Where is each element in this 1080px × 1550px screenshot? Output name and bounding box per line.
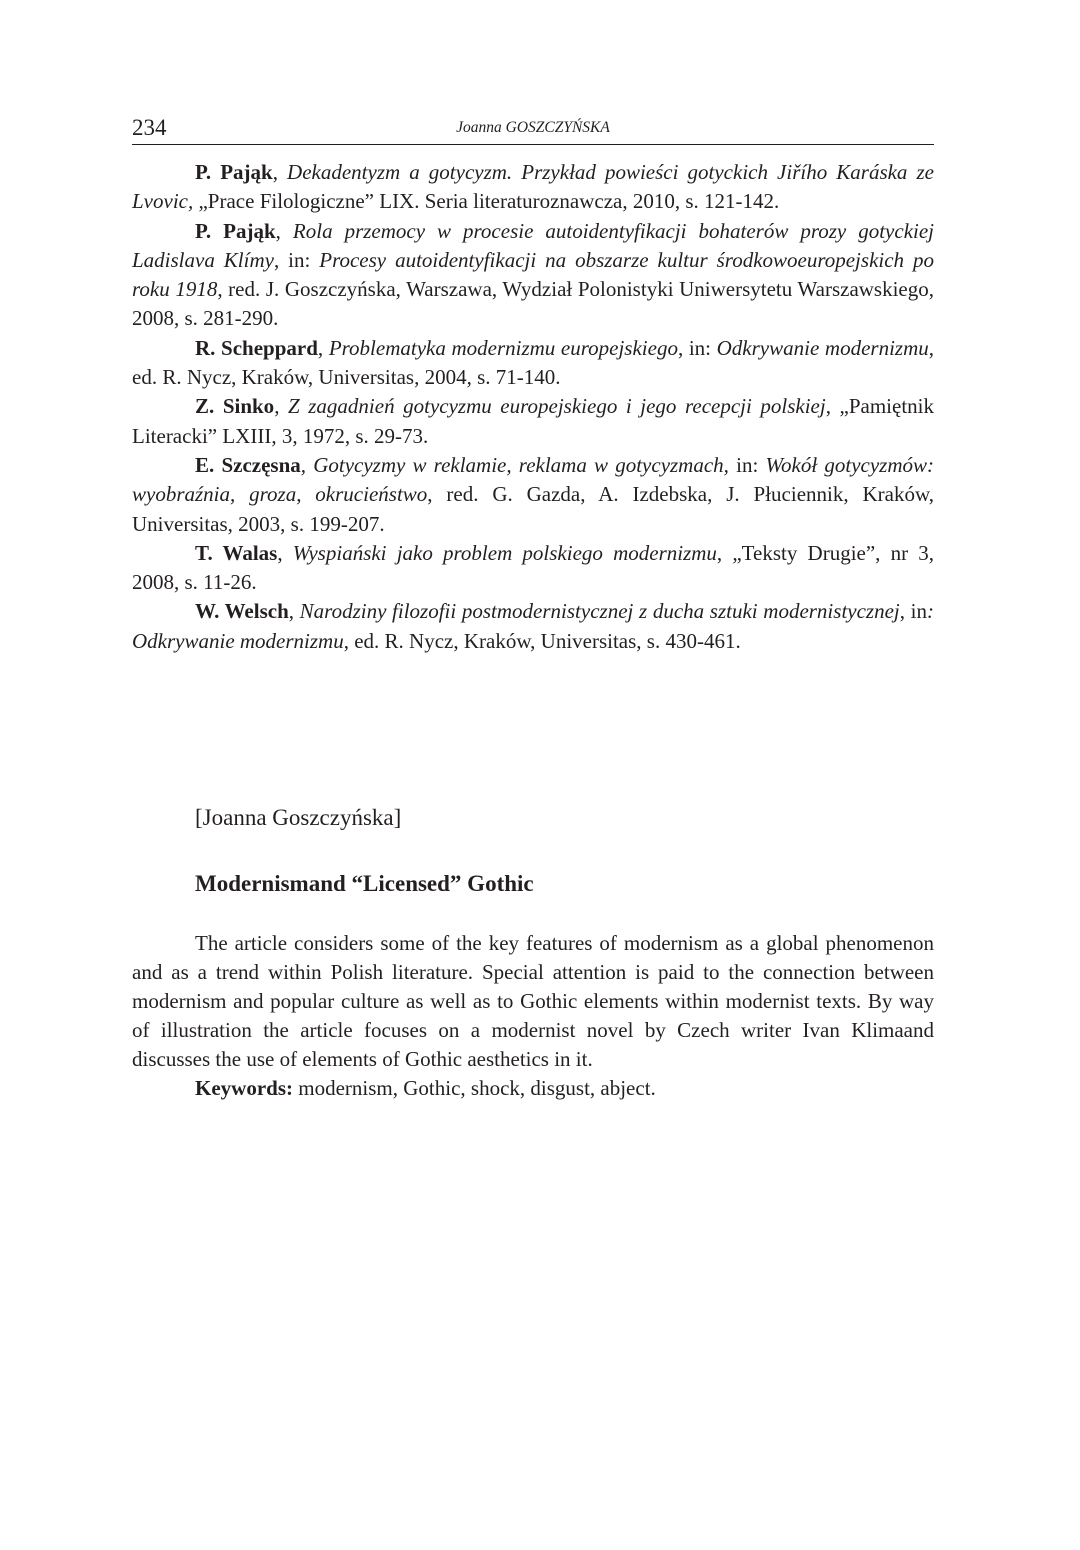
entry-title: Wokół gotycyzmów: wyobraźnia, groza, okrucieństwo: [132, 452, 935, 507]
entry-text: , red. G. Gazda, A. Izdebska, J. Płuciennik, Kraków, Universitas, 2003, s. 199-207.: [132, 482, 934, 536]
entry-title: : Odkrywanie modernizmu: [132, 599, 934, 653]
abstract-section: [132, 929, 934, 1103]
bibliography-entry: [132, 334, 934, 393]
entry-text: ,: [277, 540, 293, 565]
bibliography-entry: [132, 597, 934, 656]
bibliography-entry: [132, 158, 934, 217]
entry-text: ,: [317, 335, 329, 360]
entry-text: , ed. R. Nycz, Kraków, Universitas, 2004, s. 71-140.: [132, 335, 934, 390]
entry-text: , ed. R. Nycz, Kraków, Universitas, s. 430-461.: [343, 628, 741, 653]
entry-text: , in:: [677, 335, 717, 360]
entry-text: , in:: [273, 247, 320, 272]
entry-text: , „Teksty Drugie”, nr 3, 2008, s. 11-26.: [132, 540, 935, 595]
entry-text: ,: [274, 394, 288, 419]
entry-text: ,: [288, 599, 300, 624]
entry-title: Problematyka modernizmu europejskiego: [328, 335, 678, 360]
entry-title: Rola przemocy w procesie autoidentyfikacji bohaterów prozy gotyckiej Ladislava Klímy: [132, 218, 935, 272]
entry-text: in:: [728, 452, 766, 477]
entry-title: Procesy autoidentyfikacji na obszarze kultur środkowoeuropejskich po roku 1918: [132, 247, 934, 302]
entry-text: , „Pamiętnik Literacki” LXIII, 3, 1972, s. 29-73.: [132, 394, 935, 448]
running-head-author: Joanna GOSZCZYŃSKA: [456, 119, 610, 136]
entry-author: Z. Sinko: [195, 394, 275, 419]
abstract-title: Modernismand “Licensed” Gothic: [195, 871, 534, 896]
entry-title: Z zagadnień gotycyzmu europejskiego i jego recepcji polskiej: [288, 394, 826, 419]
keywords-label: Keywords:: [195, 1076, 293, 1100]
entry-text: ,: [275, 218, 293, 243]
running-header: [132, 114, 934, 145]
entry-text: , red. J. Goszczyńska, Warszawa, Wydział Polonistyki Uniwersytetu Warszawskiego, 2008, s. 281-290.: [132, 277, 935, 331]
entry-author: R. Scheppard: [195, 335, 318, 360]
keywords-list: modernism, Gothic, shock, disgust, abject.: [293, 1076, 656, 1100]
entry-text: „Prace Filologiczne” LIX. Seria literaturoznawcza, 2010, s. 121-142.: [193, 189, 780, 214]
entry-title: Wyspiański jako problem polskiego modernizmu: [292, 540, 717, 565]
entry-author: T. Walas: [195, 540, 278, 565]
entry-author: E. Szczęsna: [195, 452, 301, 477]
page-number: 234: [132, 115, 167, 140]
abstract-author: [Joanna Goszczyńska]: [195, 805, 402, 830]
keywords-line: [132, 1074, 934, 1103]
entry-title: Narodziny filozofii postmodernistycznej z ducha sztuki modernistycznej: [299, 599, 900, 624]
abstract-body: The article considers some of the key features of modernism as a global phenomenon and as a trend within Polish literature. Special attention is paid to the connection between modernism and popular culture as well as to Gothic elements within modernist texts. By way of illustration the article focuses on a modernist novel by Czech writer Ivan Klimaand discusses the use of elements of Gothic aesthetics in it.: [132, 931, 934, 1071]
entry-text: ,: [272, 160, 288, 184]
entry-text: , in: [899, 599, 927, 624]
entry-title: Dekadentyzm a gotycyzm. Przykład powieści gotyckich Jiřího Karáska ze Lvovic,: [132, 160, 934, 214]
bibliography-entry: [132, 539, 934, 598]
entry-author: P. Pająk: [195, 160, 273, 184]
bibliography-entry: [132, 392, 934, 451]
entry-author: W. Welsch: [195, 599, 289, 624]
bibliography-entry: [132, 217, 934, 334]
bibliography-list: [132, 158, 934, 656]
bibliography-entry: [132, 451, 934, 539]
entry-title: , Gotycyzmy w reklamie, reklama w gotycyzmach,: [300, 452, 729, 477]
entry-author: P. Pająk: [195, 218, 276, 243]
entry-title: Odkrywanie modernizmu: [716, 335, 929, 360]
